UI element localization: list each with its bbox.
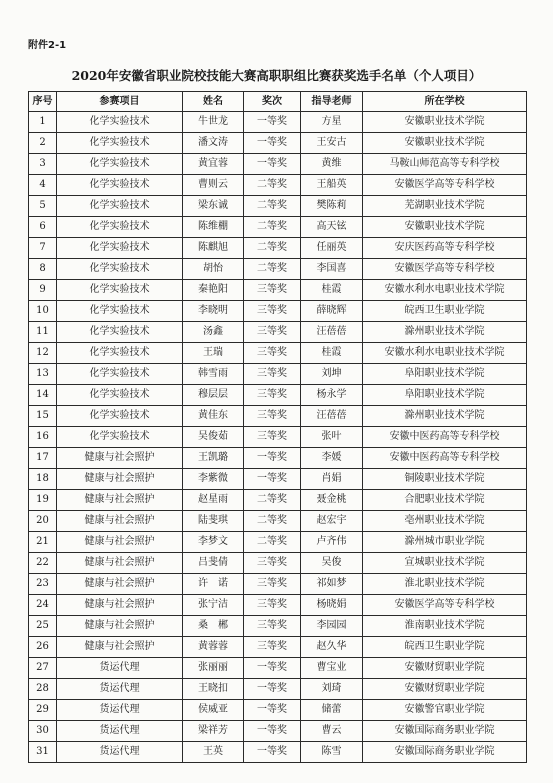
cell-name: 张丽丽 — [183, 658, 244, 679]
cell-project: 化学实验技术 — [57, 133, 183, 154]
cell-name: 黄佳东 — [183, 406, 244, 427]
cell-name: 李晓明 — [183, 301, 244, 322]
cell-index: 18 — [29, 469, 57, 490]
cell-index: 1 — [29, 112, 57, 133]
cell-teacher: 聂金桃 — [301, 490, 363, 511]
cell-index: 16 — [29, 427, 57, 448]
cell-teacher: 桂霞 — [301, 280, 363, 301]
cell-teacher: 李园园 — [301, 616, 363, 637]
cell-index: 29 — [29, 700, 57, 721]
cell-teacher: 陈雪 — [301, 742, 363, 763]
table-row — [29, 469, 527, 490]
cell-award: 三等奖 — [244, 406, 301, 427]
cell-project: 健康与社会照护 — [57, 511, 183, 532]
cell-school: 安徽国际商务职业学院 — [363, 721, 527, 742]
cell-index: 6 — [29, 217, 57, 238]
cell-project: 健康与社会照护 — [57, 553, 183, 574]
cell-name: 许 诺 — [183, 574, 244, 595]
cell-award: 三等奖 — [244, 280, 301, 301]
cell-index: 21 — [29, 532, 57, 553]
cell-school: 马鞍山师范高等专科学校 — [363, 154, 527, 175]
cell-project: 化学实验技术 — [57, 112, 183, 133]
cell-teacher: 祁如梦 — [301, 574, 363, 595]
cell-school: 阜阳职业技术学院 — [363, 385, 527, 406]
cell-project: 健康与社会照护 — [57, 448, 183, 469]
table-row — [29, 154, 527, 175]
cell-index: 2 — [29, 133, 57, 154]
cell-school: 安徽职业技术学院 — [363, 112, 527, 133]
cell-teacher: 王船英 — [301, 175, 363, 196]
cell-teacher: 刘坤 — [301, 364, 363, 385]
table-row — [29, 238, 527, 259]
cell-project: 货运代理 — [57, 700, 183, 721]
cell-school: 淮北职业技术学院 — [363, 574, 527, 595]
column-header-index: 序号 — [29, 92, 57, 112]
cell-award: 三等奖 — [244, 343, 301, 364]
cell-school: 安徽财贸职业学院 — [363, 679, 527, 700]
table-header-row — [29, 92, 527, 112]
cell-project: 化学实验技术 — [57, 406, 183, 427]
cell-index: 10 — [29, 301, 57, 322]
cell-index: 28 — [29, 679, 57, 700]
cell-school: 安庆医药高等专科学校 — [363, 238, 527, 259]
cell-index: 20 — [29, 511, 57, 532]
cell-name: 李梦文 — [183, 532, 244, 553]
cell-teacher: 曹云 — [301, 721, 363, 742]
cell-award: 二等奖 — [244, 259, 301, 280]
cell-teacher: 吴俊 — [301, 553, 363, 574]
cell-teacher: 樊陈莉 — [301, 196, 363, 217]
cell-project: 健康与社会照护 — [57, 490, 183, 511]
cell-project: 化学实验技术 — [57, 259, 183, 280]
table-row — [29, 700, 527, 721]
cell-school: 皖西卫生职业学院 — [363, 301, 527, 322]
cell-school: 安徽医学高等专科学校 — [363, 595, 527, 616]
cell-name: 牛世龙 — [183, 112, 244, 133]
cell-name: 吕斐倩 — [183, 553, 244, 574]
table-row — [29, 322, 527, 343]
cell-award: 三等奖 — [244, 322, 301, 343]
cell-index: 15 — [29, 406, 57, 427]
cell-index: 27 — [29, 658, 57, 679]
cell-award: 一等奖 — [244, 700, 301, 721]
table-row — [29, 112, 527, 133]
column-header-project: 参赛项目 — [57, 92, 183, 112]
cell-name: 梁东诚 — [183, 196, 244, 217]
cell-project: 健康与社会照护 — [57, 469, 183, 490]
cell-award: 一等奖 — [244, 154, 301, 175]
cell-award: 二等奖 — [244, 238, 301, 259]
cell-index: 5 — [29, 196, 57, 217]
cell-project: 货运代理 — [57, 679, 183, 700]
cell-award: 三等奖 — [244, 595, 301, 616]
cell-name: 曹则云 — [183, 175, 244, 196]
cell-teacher: 汪蓓蓓 — [301, 406, 363, 427]
cell-award: 一等奖 — [244, 679, 301, 700]
cell-project: 健康与社会照护 — [57, 616, 183, 637]
cell-school: 铜陵职业技术学院 — [363, 469, 527, 490]
cell-project: 化学实验技术 — [57, 196, 183, 217]
cell-school: 安徽警官职业学院 — [363, 700, 527, 721]
table-row — [29, 406, 527, 427]
cell-teacher: 王安古 — [301, 133, 363, 154]
cell-project: 货运代理 — [57, 721, 183, 742]
cell-award: 三等奖 — [244, 301, 301, 322]
cell-name: 穆层层 — [183, 385, 244, 406]
table-row — [29, 175, 527, 196]
cell-teacher: 赵宏宇 — [301, 511, 363, 532]
cell-school: 安徽中医药高等专科学校 — [363, 448, 527, 469]
cell-index: 4 — [29, 175, 57, 196]
cell-school: 滁州职业技术学院 — [363, 406, 527, 427]
table-row — [29, 574, 527, 595]
cell-award: 二等奖 — [244, 490, 301, 511]
cell-award: 二等奖 — [244, 175, 301, 196]
cell-school: 安徽水利水电职业技术学院 — [363, 343, 527, 364]
table-row — [29, 343, 527, 364]
cell-index: 8 — [29, 259, 57, 280]
cell-project: 化学实验技术 — [57, 385, 183, 406]
cell-teacher: 桂霞 — [301, 343, 363, 364]
cell-school: 淮南职业技术学院 — [363, 616, 527, 637]
table-row — [29, 490, 527, 511]
cell-award: 三等奖 — [244, 616, 301, 637]
cell-award: 一等奖 — [244, 721, 301, 742]
cell-project: 货运代理 — [57, 658, 183, 679]
table-body — [29, 112, 527, 763]
cell-index: 14 — [29, 385, 57, 406]
cell-teacher: 赵久华 — [301, 637, 363, 658]
cell-project: 化学实验技术 — [57, 280, 183, 301]
cell-name: 王英 — [183, 742, 244, 763]
cell-teacher: 杨永学 — [301, 385, 363, 406]
cell-award: 一等奖 — [244, 658, 301, 679]
table-row — [29, 448, 527, 469]
cell-name: 桑 郴 — [183, 616, 244, 637]
cell-award: 一等奖 — [244, 448, 301, 469]
cell-project: 化学实验技术 — [57, 364, 183, 385]
cell-award: 三等奖 — [244, 637, 301, 658]
cell-name: 潘文涛 — [183, 133, 244, 154]
table-row — [29, 280, 527, 301]
table-row — [29, 217, 527, 238]
document-title: 2020年安徽省职业院校技能大赛高职职组比赛获奖选手名单（个人项目） — [71, 68, 482, 83]
cell-index: 30 — [29, 721, 57, 742]
table-row — [29, 427, 527, 448]
cell-name: 陈麒旭 — [183, 238, 244, 259]
cell-project: 化学实验技术 — [57, 343, 183, 364]
cell-index: 24 — [29, 595, 57, 616]
cell-award: 三等奖 — [244, 385, 301, 406]
cell-award: 三等奖 — [244, 364, 301, 385]
cell-award: 一等奖 — [244, 133, 301, 154]
cell-index: 7 — [29, 238, 57, 259]
cell-index: 19 — [29, 490, 57, 511]
cell-name: 吴俊茹 — [183, 427, 244, 448]
cell-name: 黄宜蓉 — [183, 154, 244, 175]
cell-school: 芜湖职业技术学院 — [363, 196, 527, 217]
table-row — [29, 259, 527, 280]
cell-project: 健康与社会照护 — [57, 574, 183, 595]
cell-name: 李紫微 — [183, 469, 244, 490]
cell-award: 二等奖 — [244, 196, 301, 217]
cell-school: 亳州职业技术学院 — [363, 511, 527, 532]
cell-teacher: 薛晓辉 — [301, 301, 363, 322]
cell-name: 王晓扣 — [183, 679, 244, 700]
cell-teacher: 卢齐伟 — [301, 532, 363, 553]
cell-school: 合肥职业技术学院 — [363, 490, 527, 511]
table-row — [29, 679, 527, 700]
table-row — [29, 511, 527, 532]
column-header-award: 奖次 — [244, 92, 301, 112]
cell-index: 11 — [29, 322, 57, 343]
cell-award: 一等奖 — [244, 469, 301, 490]
cell-index: 13 — [29, 364, 57, 385]
cell-name: 王凯璐 — [183, 448, 244, 469]
cell-award: 三等奖 — [244, 427, 301, 448]
cell-award: 三等奖 — [244, 553, 301, 574]
cell-teacher: 储蕾 — [301, 700, 363, 721]
cell-name: 黄蓉蓉 — [183, 637, 244, 658]
cell-project: 化学实验技术 — [57, 301, 183, 322]
table-row — [29, 721, 527, 742]
cell-project: 健康与社会照护 — [57, 637, 183, 658]
cell-index: 31 — [29, 742, 57, 763]
cell-project: 货运代理 — [57, 742, 183, 763]
cell-project: 化学实验技术 — [57, 175, 183, 196]
cell-award: 二等奖 — [244, 511, 301, 532]
cell-index: 3 — [29, 154, 57, 175]
cell-name: 陈维棚 — [183, 217, 244, 238]
table-row — [29, 616, 527, 637]
cell-project: 健康与社会照护 — [57, 595, 183, 616]
cell-name: 汤鑫 — [183, 322, 244, 343]
cell-project: 化学实验技术 — [57, 322, 183, 343]
cell-teacher: 杨晓娟 — [301, 595, 363, 616]
cell-school: 安徽职业技术学院 — [363, 133, 527, 154]
table-row — [29, 532, 527, 553]
table-row — [29, 742, 527, 763]
cell-award: 一等奖 — [244, 112, 301, 133]
cell-teacher: 李国喜 — [301, 259, 363, 280]
cell-teacher: 李媛 — [301, 448, 363, 469]
table-row — [29, 637, 527, 658]
cell-name: 陆斐琪 — [183, 511, 244, 532]
cell-index: 26 — [29, 637, 57, 658]
cell-name: 梁祥芳 — [183, 721, 244, 742]
cell-teacher: 曹宝业 — [301, 658, 363, 679]
cell-index: 23 — [29, 574, 57, 595]
cell-name: 韩雪雨 — [183, 364, 244, 385]
column-header-name: 姓名 — [183, 92, 244, 112]
cell-school: 安徽水利水电职业技术学院 — [363, 280, 527, 301]
cell-school: 阜阳职业技术学院 — [363, 364, 527, 385]
cell-teacher: 张叶 — [301, 427, 363, 448]
cell-school: 安徽职业技术学院 — [363, 217, 527, 238]
cell-award: 二等奖 — [244, 532, 301, 553]
cell-teacher: 汪蓓蓓 — [301, 322, 363, 343]
award-table — [28, 91, 527, 763]
cell-award: 三等奖 — [244, 574, 301, 595]
table-row — [29, 385, 527, 406]
cell-project: 化学实验技术 — [57, 238, 183, 259]
cell-school: 安徽财贸职业学院 — [363, 658, 527, 679]
cell-award: 二等奖 — [244, 217, 301, 238]
attachment-label: 附件2-1 — [28, 40, 67, 51]
cell-project: 化学实验技术 — [57, 217, 183, 238]
cell-school: 安徽中医药高等专科学校 — [363, 427, 527, 448]
cell-name: 张宁洁 — [183, 595, 244, 616]
column-header-school: 所在学校 — [363, 92, 527, 112]
cell-index: 12 — [29, 343, 57, 364]
cell-project: 化学实验技术 — [57, 427, 183, 448]
cell-school: 滁州职业技术学院 — [363, 322, 527, 343]
table-row — [29, 301, 527, 322]
cell-index: 25 — [29, 616, 57, 637]
cell-index: 9 — [29, 280, 57, 301]
table-row — [29, 133, 527, 154]
cell-school: 宣城职业技术学院 — [363, 553, 527, 574]
cell-award: 一等奖 — [244, 742, 301, 763]
cell-project: 化学实验技术 — [57, 154, 183, 175]
cell-teacher: 刘琦 — [301, 679, 363, 700]
cell-school: 安徽医学高等专科学校 — [363, 259, 527, 280]
cell-teacher: 高天铉 — [301, 217, 363, 238]
cell-teacher: 肖娟 — [301, 469, 363, 490]
cell-name: 赵星雨 — [183, 490, 244, 511]
cell-name: 秦艳阳 — [183, 280, 244, 301]
cell-school: 滁州城市职业学院 — [363, 532, 527, 553]
cell-name: 王瑞 — [183, 343, 244, 364]
column-header-teacher: 指导老师 — [301, 92, 363, 112]
table-row — [29, 196, 527, 217]
cell-school: 安徽国际商务职业学院 — [363, 742, 527, 763]
cell-index: 22 — [29, 553, 57, 574]
table-row — [29, 595, 527, 616]
table-row — [29, 364, 527, 385]
cell-teacher: 任丽英 — [301, 238, 363, 259]
cell-teacher: 方星 — [301, 112, 363, 133]
cell-school: 皖西卫生职业学院 — [363, 637, 527, 658]
cell-name: 侯威亚 — [183, 700, 244, 721]
cell-name: 胡怡 — [183, 259, 244, 280]
table-row — [29, 553, 527, 574]
cell-school: 安徽医学高等专科学校 — [363, 175, 527, 196]
cell-project: 健康与社会照护 — [57, 532, 183, 553]
cell-teacher: 黄维 — [301, 154, 363, 175]
table-row — [29, 658, 527, 679]
cell-index: 17 — [29, 448, 57, 469]
